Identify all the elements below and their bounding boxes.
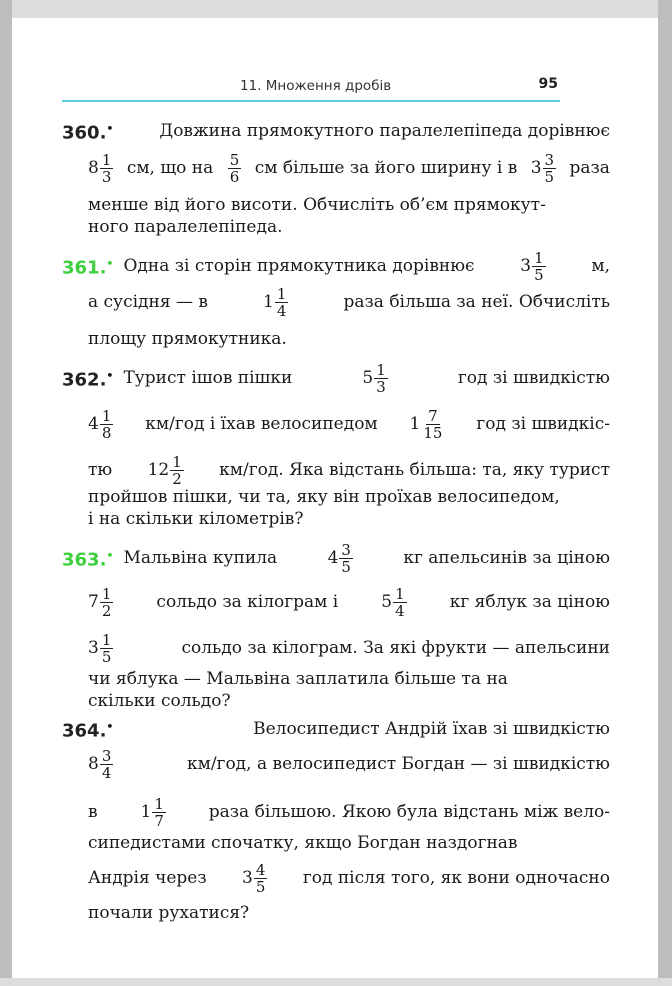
mixed-number	[410, 408, 445, 441]
problem-text: сипедистами спочатку, якщо Богдан наздогнав	[88, 833, 518, 853]
problem-text: кг яблук за ціною	[449, 592, 610, 612]
mixed-number	[362, 362, 387, 395]
problem-number-362: 362.	[62, 369, 107, 391]
denominator: 15	[423, 423, 443, 442]
numerator: 1	[534, 248, 544, 267]
numerator: 1	[276, 284, 287, 303]
problem-362-line-2	[0, 404, 672, 444]
problem-text: см, що на	[126, 158, 214, 178]
problem-361-line-2	[0, 282, 672, 322]
fraction	[532, 250, 546, 283]
whole-part: 3	[520, 256, 532, 276]
mixed-number	[88, 632, 113, 665]
problem-360-line-3	[0, 194, 672, 216]
denominator: 5	[534, 265, 544, 284]
problem-363-line-4	[0, 668, 672, 690]
problem-number-364: 364.	[62, 720, 107, 742]
problem-360-line-1	[0, 118, 672, 145]
numerator: 1	[101, 406, 112, 425]
mixed-number	[88, 408, 113, 441]
whole-part: 1	[140, 802, 152, 822]
fraction	[100, 748, 114, 781]
mixed-number	[88, 152, 113, 185]
problem-text: почали рухатися?	[88, 903, 250, 923]
page-number: 95	[538, 76, 558, 92]
whole-part: 1	[263, 292, 274, 312]
denominator: 4	[276, 301, 287, 320]
problem-text: Одна зі сторін прямокутника дорівнює	[123, 256, 475, 276]
header-rule	[62, 100, 560, 102]
problem-362-line-4	[0, 486, 672, 508]
fraction	[100, 586, 114, 619]
fraction	[152, 796, 166, 829]
problem-360-line-4	[88, 216, 672, 238]
mixed-number	[242, 862, 267, 895]
problem-text: Велосипедист Андрій їхав зі швидкістю	[253, 719, 610, 740]
problem-361-line-3	[88, 328, 672, 350]
whole-part: 8	[88, 158, 99, 178]
problem-text: км/год. Яка відстань більша: та, яку турист	[219, 460, 610, 480]
denominator: 3	[101, 167, 112, 186]
whole-part: 3	[530, 158, 542, 178]
problem-364-line-1	[0, 716, 672, 743]
difficulty-star: •	[106, 122, 114, 135]
mixed-number	[263, 286, 288, 319]
problem-text: скільки сольдо?	[88, 691, 231, 711]
viewer-frame-top	[0, 0, 672, 18]
denominator: 5	[255, 877, 266, 896]
problem-text: чи яблука — Мальвіна заплатила більше та на	[88, 669, 508, 689]
denominator: 2	[101, 601, 112, 620]
fraction	[170, 454, 184, 487]
problem-363-line-5	[88, 690, 672, 712]
chapter-title: 11. Множення дробів	[240, 78, 392, 94]
problem-text: в	[88, 802, 98, 822]
difficulty-star: •	[106, 720, 114, 733]
numerator: 3	[341, 540, 351, 559]
problem-text: пройшов пішки, чи та, яку він проїхав велосипедом,	[88, 487, 560, 507]
denominator: 4	[395, 601, 405, 620]
denominator: 8	[101, 423, 112, 442]
numerator: 3	[101, 746, 112, 765]
problem-363-line-3	[0, 628, 672, 668]
mixed-number	[520, 250, 545, 283]
problem-360-line-2	[0, 148, 672, 188]
problem-text: кг апельсинів за ціною	[403, 548, 610, 568]
numerator: 3	[544, 150, 555, 169]
problem-text: площу прямокутника.	[88, 329, 287, 349]
mixed-number	[381, 586, 406, 619]
whole-part: 12	[147, 460, 170, 480]
fraction	[100, 632, 114, 665]
whole-part: 5	[362, 368, 374, 388]
whole-part: 5	[381, 592, 393, 612]
whole-part: 3	[242, 868, 253, 888]
fraction	[543, 152, 557, 185]
fraction	[228, 152, 242, 185]
mixed-number	[88, 748, 113, 781]
problem-number-363: 363.	[62, 549, 107, 571]
problem-text: менше від його висоти. Обчисліть об’єм прямокут-	[88, 195, 546, 215]
denominator: 2	[172, 469, 182, 488]
problem-text: Турист ішов пішки	[123, 368, 293, 388]
problem-text: Мальвіна купила	[123, 548, 278, 568]
problem-text: год зі швидкістю	[457, 368, 610, 388]
problem-text: і на скільки кілометрів?	[88, 509, 304, 529]
fraction	[100, 408, 114, 441]
mixed-number	[531, 152, 556, 185]
numerator: 5	[229, 150, 240, 169]
problem-text: сольдо за кілограм і	[156, 592, 339, 612]
problem-364-line-2	[0, 744, 672, 784]
problem-362-line-3	[0, 450, 672, 490]
fraction	[275, 286, 289, 319]
problem-text: раза	[569, 158, 610, 178]
whole-part: 4	[327, 548, 339, 568]
problem-363-line-1	[0, 538, 672, 578]
fraction	[100, 152, 114, 185]
problem-text: Довжина прямокутного паралелепіпеда дорівнює	[159, 121, 610, 142]
viewer-frame-bottom	[0, 978, 672, 986]
problem-text: Андрія через	[88, 868, 207, 888]
page-header	[62, 62, 560, 102]
difficulty-star: •	[106, 548, 114, 562]
numerator: 1	[101, 630, 112, 649]
problem-text: сольдо за кілограм. За які фрукти — апельсини	[181, 638, 610, 658]
numerator: 1	[154, 794, 164, 813]
whole-part: 7	[88, 592, 99, 612]
denominator: 5	[101, 647, 112, 666]
problem-text: раза більшою. Якою була відстань між вело-	[208, 802, 610, 822]
problem-364-line-6	[88, 902, 672, 924]
denominator: 4	[101, 763, 112, 782]
whole-part: 1	[409, 414, 421, 434]
numerator: 1	[101, 584, 112, 603]
numerator: 1	[172, 452, 182, 471]
problem-362-line-1	[0, 358, 672, 398]
problem-number-360: 360.	[62, 122, 107, 144]
problem-text: год зі швидкіс-	[476, 414, 610, 434]
problem-363-line-2	[0, 582, 672, 622]
numerator: 1	[376, 360, 386, 379]
problem-text: км/год і їхав велосипедом	[145, 414, 378, 434]
problem-text: м,	[591, 256, 610, 276]
problem-364-line-5	[0, 858, 672, 898]
problem-number-361: 361.	[62, 257, 107, 279]
problem-text: год після того, як вони одночасно	[302, 868, 610, 888]
fraction	[393, 586, 407, 619]
difficulty-star: •	[106, 256, 114, 270]
problem-364-line-3	[0, 792, 672, 832]
denominator: 5	[544, 167, 555, 186]
problem-text: а сусідня — в	[88, 292, 208, 312]
mixed-number	[140, 796, 165, 829]
problem-text: км/год, а велосипедист Богдан — зі швидкістю	[186, 754, 610, 774]
denominator: 5	[341, 557, 351, 576]
problem-text: см більше за його ширину і в	[254, 158, 518, 178]
numerator: 4	[255, 860, 266, 879]
whole-part: 4	[88, 414, 99, 434]
fraction	[339, 542, 353, 575]
numerator: 1	[101, 150, 112, 169]
denominator: 7	[154, 811, 164, 830]
numerator: 1	[395, 584, 405, 603]
problem-text: ного паралелепіпеда.	[88, 217, 283, 237]
mixed-number	[148, 454, 184, 487]
numerator: 7	[428, 406, 438, 425]
fraction	[254, 862, 268, 895]
denominator: 6	[229, 167, 240, 186]
problem-text: раза більша за неї. Обчисліть	[343, 292, 610, 312]
fraction	[421, 408, 444, 441]
problem-362-line-5	[88, 508, 672, 530]
difficulty-star: •	[106, 368, 114, 382]
mixed-number	[88, 586, 113, 619]
problem-364-line-4	[0, 832, 672, 854]
fraction	[374, 362, 388, 395]
denominator: 3	[376, 377, 386, 396]
problem-361-line-1	[0, 246, 672, 286]
mixed-number	[328, 542, 353, 575]
problem-text: тю	[88, 460, 113, 480]
whole-part: 8	[88, 754, 99, 774]
whole-part: 3	[88, 638, 99, 658]
